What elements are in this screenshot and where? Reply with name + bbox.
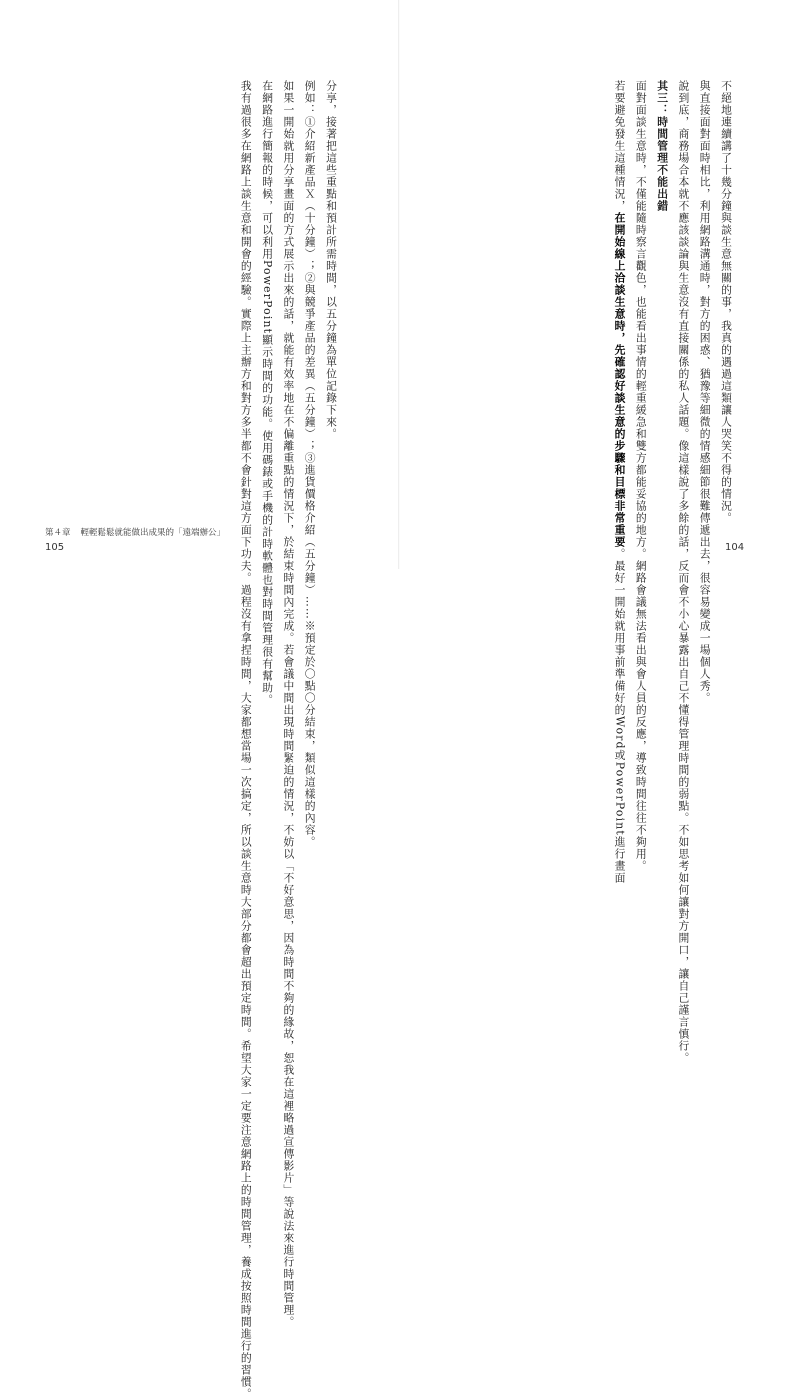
chapter-footer (45, 526, 235, 538)
left-page-number: 105 (45, 542, 65, 553)
left-paragraph-1: 分享，接著把這些重點和預計所需時間，以五分鐘為單位記錄下來。 (325, 80, 338, 440)
final-paragraph-bold: 在開始線上洽談生意時，先確認好談生意的步驟和目標非常重要 (613, 212, 627, 548)
right-paragraph-4: 面對面談生意時，不僅能隨時察言觀色，也能看出事情的輕重緩急和雙方都能妥協的地方。網路會議無法看出與會人員的反應，導致時間往往不夠用。 (634, 80, 648, 872)
chapter-title: 輕輕鬆鬆就能做出成果的「遠端辦公」 (80, 528, 226, 538)
left-paragraph-5: 我有過很多在網路上談生意和開會的經驗。實際上主辦方和對方多半都不會針對這方面下功夫。過程沒有拿捏時間，大家都想當場一次搞定，所以談生意時大部分都會超出預定時間。希望大家一定要注意網路上的時間管理，養成按照時間進行的習慣。 (239, 80, 253, 1400)
left-page (0, 0, 399, 1400)
final-paragraph-part2: 。最好一開始就用事前準備好的Word或PowerPoint進行畫面 (613, 548, 627, 884)
right-paragraph-3: 說到底，商務場合本就不應該談論與生意沒有直接關係的私人話題。像這樣說了多餘的話，反而會不小心暴露出自己不懂得管理時間的弱點。不如思考如何讓對方開口，讓自己謹言慎行。 (677, 80, 691, 1064)
left-paragraph-2: 例如：①介紹新產品Ｘ（十分鐘）；②與競爭產品的差異（五分鐘）；③進貨價格介紹（五分鐘）……※預定於〇點〇分結束，類似這樣的內容。 (303, 80, 317, 848)
right-page-number: 104 (725, 542, 745, 553)
section-heading: 其三：時間管理不能出錯 (656, 80, 670, 212)
right-paragraph-5 (609, 80, 630, 884)
final-paragraph-part1: 若要避免發生這種情況， (613, 80, 627, 212)
right-paragraph-1: 不絕地連續講了十幾分鐘與談生意無關的事，我真的遇過這類讓人哭笑不得的情況。 (720, 80, 733, 524)
left-paragraph-3: 如果一開始就用分享畫面的方式展示出來的話，就能有效率地在不偏離重點的情況下，於結束時間內完成。若會議中間出現時間緊迫的情況，不妨以「不好意思，因為時間不夠的緣故，恕我在這裡略過宣傳影片」等說法來進行時間管理。 (282, 80, 296, 1328)
right-paragraph-2: 與直接面對面時相比，利用網路溝通時，對方的困惑、猶豫等細微的情感細節很難傳遞出去，很容易變成一場個人秀。 (698, 80, 712, 704)
chapter-number: 第４章 (45, 528, 71, 538)
right-page (400, 0, 799, 1064)
left-paragraph-4: 在網路進行簡報的時候，可以利用PowerPoint顯示時間的功能。使用碼錶或手機的計時軟體也對時間管理很有幫助。 (261, 80, 275, 707)
